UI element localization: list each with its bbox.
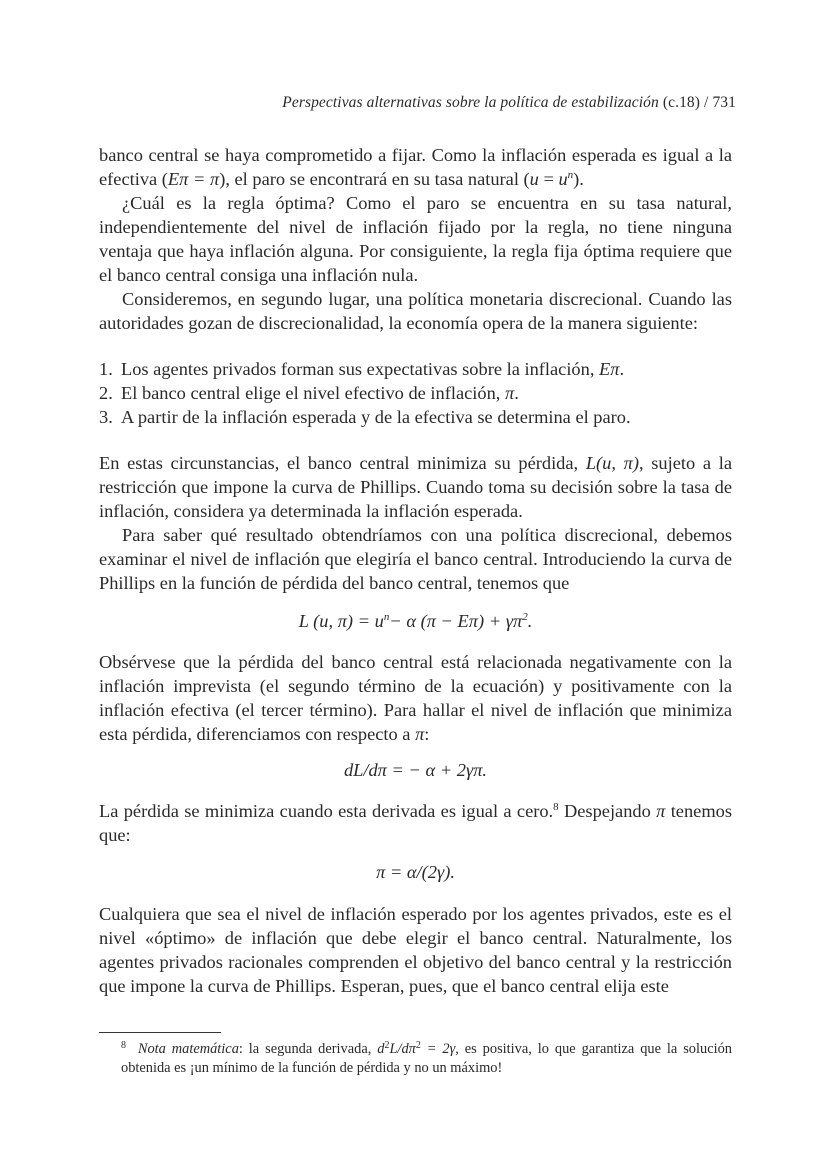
paragraph-3: Consideremos, en segundo lugar, una política monetaria discrecional. Cuando las autoridades gozan de discrecionalidad, la economía opera de la manera siguiente: <box>99 289 732 333</box>
paragraph-7: La pérdida se minimiza cuando esta derivada es igual a cero.$^8$ Despejando π tenemos que: <box>99 801 732 845</box>
solution-equation: π = α/(2γ). <box>376 862 455 882</box>
footnote: $^8$ Nota matemática: la segunda derivada, d$^2$L/dπ$^2$ = 2γ, es positiva, lo que garantiza que la solución obtenida es ¡un mínimo de la función de pérdida y no un máximo! <box>121 1040 732 1076</box>
footnote-marker: 8 <box>121 1040 126 1051</box>
running-title: Perspectivas alternativas sobre la política de estabilización <box>282 94 659 111</box>
footnote-rule <box>99 1032 221 1033</box>
paragraph-6: Obsérvese que la pérdida del banco central está relacionada negativamente con la inflación imprevista (el segundo término de la ecuación) y positivamente con la inflación efectiva (el tercer término). Para hallar el nivel de inflación que minimiza esta pérdida, diferenciamos con respecto a π: <box>99 652 732 744</box>
paragraph-2: ¿Cuál es la regla óptima? Como el paro se encuentra en su tasa natural, independientemente del nivel de inflación fijado por la regla, no tiene ninguna ventaja que haya inflación alguna. Por consiguiente, la regla fija óptima requiere que el banco central consiga una inflación nula. <box>99 193 732 285</box>
list-item: 1. Los agentes privados forman sus expectativas sobre la inflación, Eπ. <box>99 359 625 379</box>
list-item: 3. A partir de la inflación esperada y de la efectiva se determina el paro. <box>99 407 631 427</box>
paragraph-5: Para saber qué resultado obtendríamos con una política discrecional, debemos examinar el nivel de inflación que elegiría el banco central. Introduciendo la curva de Phillips en la función de pérdida del banco central, tenemos que <box>99 525 732 593</box>
list-item: 2. El banco central elige el nivel efectivo de inflación, π. <box>99 383 519 403</box>
running-header <box>282 94 736 112</box>
chapter-ref: (c.18) <box>662 94 701 111</box>
body-text <box>99 143 732 998</box>
paragraph-1: banco central se haya comprometido a fijar. Como la inflación esperada es igual a la efectiva (Eπ = π), el paro se encontrará en su tasa natural $(u = u^n)$. <box>99 145 732 189</box>
numbered-list <box>99 357 732 429</box>
header-separator: / <box>704 94 709 111</box>
paragraph-4: En estas circunstancias, el banco central minimiza su pérdida, L(u, π), sujeto a la restricción que impone la curva de Phillips. Cuando toma su decisión sobre la tasa de inflación, considera ya determinada la inflación esperada. <box>99 453 732 521</box>
paragraph-8: Cualquiera que sea el nivel de inflación esperado por los agentes privados, este es el nivel «óptimo» de inflación que debe elegir el banco central. Naturalmente, los agentes privados racionales comprenden el objetivo del banco central y la restricción que impone la curva de Phillips. Esperan, pues, que el banco central elija este <box>99 904 732 996</box>
page-number: 731 <box>712 94 736 111</box>
loss-equation: L (u, $\pi) = u^n- \alpha$ $(\pi - E\pi) + \gamma\pi^2$. <box>298 611 533 631</box>
footnote-ref[interactable]: 8 <box>553 801 559 813</box>
derivative-equation: dL/dπ = − α + 2γπ. <box>343 760 488 780</box>
